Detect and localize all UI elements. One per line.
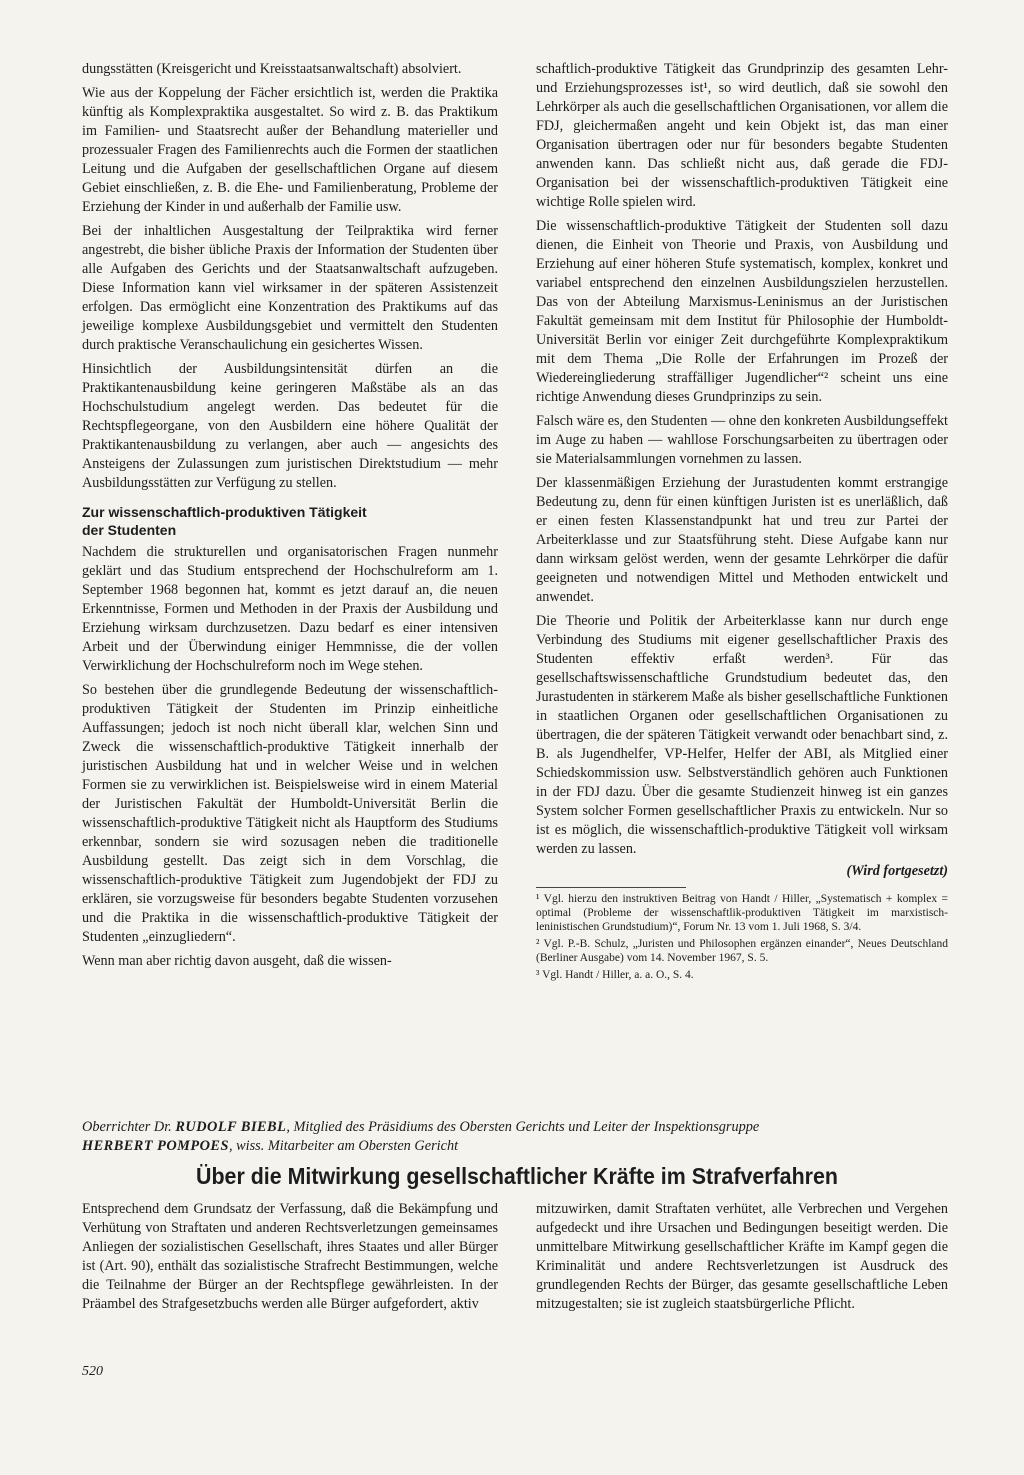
paragraph: Hinsichtlich der Ausbildungsintensität dürfen an die Praktikantenausbildung keine geringeren Maßstäbe als an das Hochschulstudium angelegt werden. Das bedeutet für die Rechtspflegeorgane, von den Ausbildern eine höhere Qualität der Praktikantenausbildung zu verlangen, aber auch — angesichts des Ansteigens der Zulassungen zum juristischen Direktstudium — mehr Ausbildungsstätten zur Verfügung zu stellen. bbox=[82, 361, 498, 491]
subheading-line: Zur wissenschaftlich-produktiven Tätigkeit bbox=[82, 504, 367, 520]
continued-note: (Wird fortgesetzt) bbox=[846, 863, 948, 879]
paragraph: Wie aus der Koppelung der Fächer ersichtlich ist, werden die Praktika künftig als Komplexpraktika ausgestaltet. So wird z. B. das Praktikum im Familien- und Staatsrecht außer der Behandlung materieller und prozessualer Fragen des Familienrechts auch die Formen der staatlichen Leitung und die Aufgaben der gesellschaftlichen Organe auf diesem Gebiet einschließen, z. B. die Ehe- und Familienberatung, Probleme der Erziehung der Kinder in und außerhalb der Familie usw. bbox=[82, 85, 498, 215]
footnote-divider bbox=[536, 887, 686, 888]
author-title: Oberrichter Dr. bbox=[82, 1119, 172, 1135]
article-left-column bbox=[82, 1200, 498, 1319]
paragraph: dungsstätten (Kreisgericht und Kreisstaatsanwaltschaft) absolviert. bbox=[82, 61, 462, 77]
paragraph: Der klassenmäßigen Erziehung der Jurastudenten kommt erstrangige Bedeutung zu, denn für einen künftigen Juristen ist es unerläßlich, daß er einen festen Klassenstandpunkt hat und treu zur Partei der Arbeiterklasse und zur Staatsführung steht. Diese Aufgabe kann nur dann wirksam gelöst werden, wenn der gesamte Lehrkörper die dafür geeigneten und notwendigen Mittel und Methoden entwickelt und anwendet. bbox=[536, 475, 948, 605]
footnote: ³ Vgl. Handt / Hiller, a. a. O., S. 4. bbox=[536, 969, 694, 981]
footnote: ¹ Vgl. hierzu den instruktiven Beitrag von Handt / Hiller, „Systematisch + komplex = optimal (Probleme der wissenschaftlik-produktiven Tätigkeit im marxistisch-leninistischen Grundstudium)“, Forum Nr. 13 vom 1. Juli 1968, S. 3/4. bbox=[536, 893, 948, 933]
author-role: , wiss. Mitarbeiter am Obersten Gericht bbox=[228, 1138, 459, 1154]
paragraph: Falsch wäre es, den Studenten — ohne den konkreten Ausbildungseffekt im Auge zu haben — wahllose Forschungsarbeiten zu übertragen oder sie Materialsammlungen vornehmen zu lassen. bbox=[536, 413, 948, 467]
author-role: , Mitglied des Präsidiums des Obersten Gerichts und Leiter der Inspektionsgruppe bbox=[286, 1119, 760, 1135]
left-column bbox=[82, 60, 498, 976]
paragraph: mitzuwirken, damit Straftaten verhütet, alle Verbrechen und Vergehen aufgedeckt und ihre Ursachen und Bedingungen beseitigt werden. Die unmittelbare Mitwirkung gesellschaftlicher Kräfte im Kampf gegen die Kriminalität und andere Rechtsverletzungen ist Ausdruck des grundlegenden Rechts der Bürger, das gesamte gesellschaftliche Leben mitzugestalten; sie ist zugleich staatsbürgerliche Pflicht. bbox=[536, 1201, 948, 1312]
paragraph: Die wissenschaftlich-produktive Tätigkeit der Studenten soll dazu dienen, die Einheit von Theorie und Praxis, von Ausbildung und Erziehung auf einer höheren Stufe systematisch, komplex, konkret und variabel entsprechend den einzelnen Ausbildungszielen herzustellen. Das von der Abteilung Marxismus-Leninismus an der Juristischen Fakultät gemeinsam mit dem Institut für Philosophie der Humboldt-Universität Berlin vor einiger Zeit durchgeführte Komplexpraktikum mit dem Thema „Die Rolle der Erfahrungen im Prozeß der Wiedereingliederung straffälliger Jugendlicher“² scheint uns eine richtige Anwendung dieses Grundprinzips zu sein. bbox=[536, 218, 948, 405]
article-authors bbox=[82, 1118, 952, 1156]
paragraph: Die Theorie und Politik der Arbeiterklasse kann nur durch enge Verbindung des Studiums mit eigener gesellschaftlicher Praxis des Studenten effektiv erfaßt werden³. Für das gesellschaftswissenschaftliche Grundstudium bedeutet das, den Jurastudenten in stärkerem Maße als bisher gesellschaftliche Funktionen in staatlichen Organen oder gesellschaftlichen Organisationen zu übertragen, die der späteren Tätigkeit verwandt oder benachbart sind, z. B. als Jugendhelfer, VP-Helfer, Helfer der ABI, als Mitglied einer Schiedskommission usw. Selbstverständlich gehören auch Funktionen in der FDJ dazu. Über die gesamte Studienzeit hinweg ist ein ganzes System solcher Formen gesellschaftlicher Praxis zu entwickeln. Nur so ist es möglich, die wissenschaftlich-produktive Tätigkeit voll wirksam werden zu lassen. bbox=[536, 613, 948, 857]
right-column bbox=[536, 60, 948, 985]
paragraph: schaftlich-produktive Tätigkeit das Grundprinzip des gesamten Lehr- und Erziehungsprozesses ist¹, so wird deutlich, daß sie sowohl den Lehrkörper als auch die gesellschaftlichen Organisationen, vor allem die FDJ, gleichermaßen angeht und kein Objekt ist, das man einer Organisation übertragen oder nur für besonders begabte Studenten anwenden kann. Das schließt nicht aus, daß gerade die FDJ-Organisation bei der wissenschaftlich-produktiven Tätigkeit eine wichtige Rolle spielen wird. bbox=[536, 61, 948, 210]
footnote: ² Vgl. P.-B. Schulz, „Juristen und Philosophen ergänzen einander“, Neues Deutschland (Berliner Ausgabe) vom 14. November 1967, S. 5. bbox=[536, 938, 948, 964]
paragraph: Wenn man aber richtig davon ausgeht, daß die wissen- bbox=[82, 953, 392, 969]
article-title: Über die Mitwirkung gesellschaftlicher Kräfte im Strafverfahren bbox=[196, 1163, 838, 1189]
paragraph: Nachdem die strukturellen und organisatorischen Fragen nunmehr geklärt und das Studium entsprechend der Hochschulreform am 1. September 1968 begonnen hat, kommt es jetzt darauf an, die neuen Erkenntnisse, Formen und Methoden in der Praxis der Ausbildung und Erziehung wirksam durchzusetzen. Dazu bedarf es einer intensiven Arbeit und der Überwindung einiger Hemmnisse, die der vollen Verwirklichung der Hochschulreform noch im Wege stehen. bbox=[82, 544, 498, 674]
paragraph: Entsprechend dem Grundsatz der Verfassung, daß die Bekämpfung und Verhütung von Straftaten und anderen Rechtsverletzungen gemeinsames Anliegen der sozialistischen Gesellschaft, ihres Staates und aller Bürger ist (Art. 90), enthält das sozialistische Strafrecht Bestimmungen, welche die Teilnahme der Bürger an der Rechtspflege gewährleisten. In der Präambel des Strafgesetzbuchs werden alle Bürger aufgefordert, aktiv bbox=[82, 1201, 498, 1312]
section-subheading bbox=[82, 503, 498, 539]
paragraph: So bestehen über die grundlegende Bedeutung der wissenschaftlich-produktiven Tätigkeit der Studenten im Prinzip einheitliche Auffassungen; jedoch ist noch nicht überall klar, welchen Sinn und Zweck die wissenschaftlich-produktive Tätigkeit innerhalb der juristischen Ausbildung hat und in welcher Weise und in welchen Formen sie zu verwirklichen ist. Beispielsweise wird in einem Material der Juristischen Fakultät der Humboldt-Universität Berlin die wissenschaftlich-produktive Tätigkeit nicht als Hauptform des Studiums erkennbar, sondern sie wird sozusagen neben die traditionelle Ausbildung gestellt. Das zeigt sich in dem Vorschlag, die wissenschaftlich-produktive Tätigkeit zum Jugendobjekt der FDJ zu erklären, sie vorzugsweise für besonders begabte Studenten vorzusehen und die Praktika in die wissenschaftlich-produktive Tätigkeit der Studenten „einzugliedern“. bbox=[82, 682, 498, 945]
page-number: 520 bbox=[82, 1364, 103, 1379]
article-right-column bbox=[536, 1200, 948, 1319]
author-name: RUDOLF BIEBL bbox=[175, 1119, 287, 1135]
subheading-line: der Studenten bbox=[82, 522, 177, 538]
paragraph: Bei der inhaltlichen Ausgestaltung der Teilpraktika wird ferner angestrebt, die bisher übliche Praxis der Information der Studenten über alle Aufgaben des Gerichts und der Staatsanwaltschaft aufzugeben. Diese Information kann viel wirksamer in der späteren Assistenzeit erfolgen. Das ermöglicht eine Konzentration des Praktikums auf das jeweilige komplexe Ausbildungsgebiet und vermittelt den Studenten durch praktische Veranschaulichung ein gesichertes Wissen. bbox=[82, 223, 498, 353]
author-name: HERBERT POMPOES bbox=[82, 1138, 229, 1154]
